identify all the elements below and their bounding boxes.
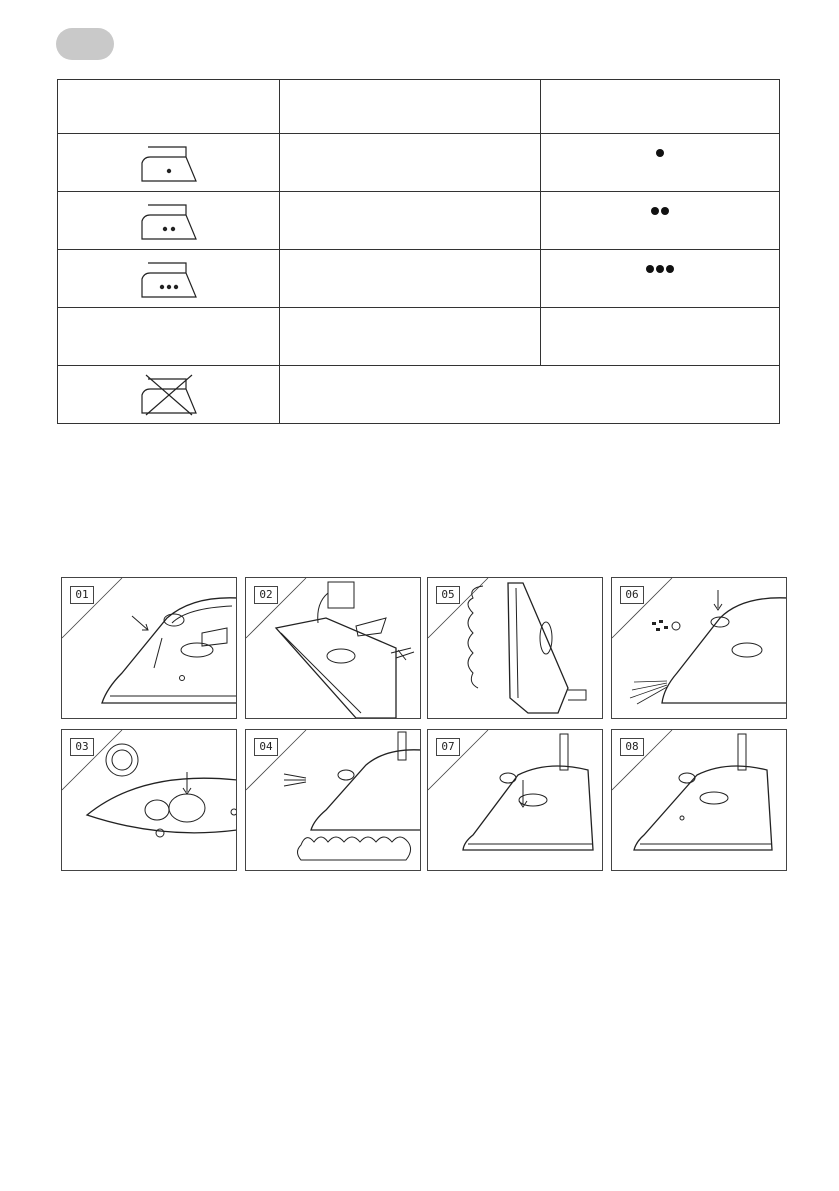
table-row <box>58 250 780 308</box>
fabric-cell <box>280 134 541 192</box>
step-panel-01 <box>61 577 237 719</box>
do-not-iron-icon <box>58 366 280 424</box>
setting-cell <box>541 250 780 308</box>
step-panel-04 <box>245 729 421 871</box>
header-cell-fabric <box>280 80 541 134</box>
table-row <box>58 308 780 366</box>
step-number: 03 <box>70 738 94 756</box>
step-number: 02 <box>254 586 278 604</box>
setting-cell <box>541 134 780 192</box>
fabric-cell <box>280 250 541 308</box>
table-row <box>58 134 780 192</box>
step-panel-02 <box>245 577 421 719</box>
step-number: 05 <box>436 586 460 604</box>
iron-one-dot-icon <box>58 134 280 192</box>
step-panel-03 <box>61 729 237 871</box>
step-number: 07 <box>436 738 460 756</box>
iron-three-dots-icon <box>58 250 280 308</box>
fabric-cell <box>280 308 541 366</box>
step-number: 08 <box>620 738 644 756</box>
language-tab <box>56 28 114 60</box>
step-panel-07 <box>427 729 603 871</box>
setting-cell <box>541 192 780 250</box>
no-iron-description-cell <box>280 366 780 424</box>
header-cell-symbol <box>58 80 280 134</box>
step-panel-05 <box>427 577 603 719</box>
step-number: 06 <box>620 586 644 604</box>
ironing-care-table <box>57 79 780 424</box>
iron-two-dots-icon <box>58 192 280 250</box>
table-row <box>58 366 780 424</box>
step-panel-06 <box>611 577 787 719</box>
table-header-row <box>58 80 780 134</box>
setting-cell <box>541 308 780 366</box>
step-number: 04 <box>254 738 278 756</box>
table-row <box>58 192 780 250</box>
fabric-cell <box>280 192 541 250</box>
header-cell-setting <box>541 80 780 134</box>
step-number: 01 <box>70 586 94 604</box>
step-panel-08 <box>611 729 787 871</box>
symbol-cell <box>58 308 280 366</box>
